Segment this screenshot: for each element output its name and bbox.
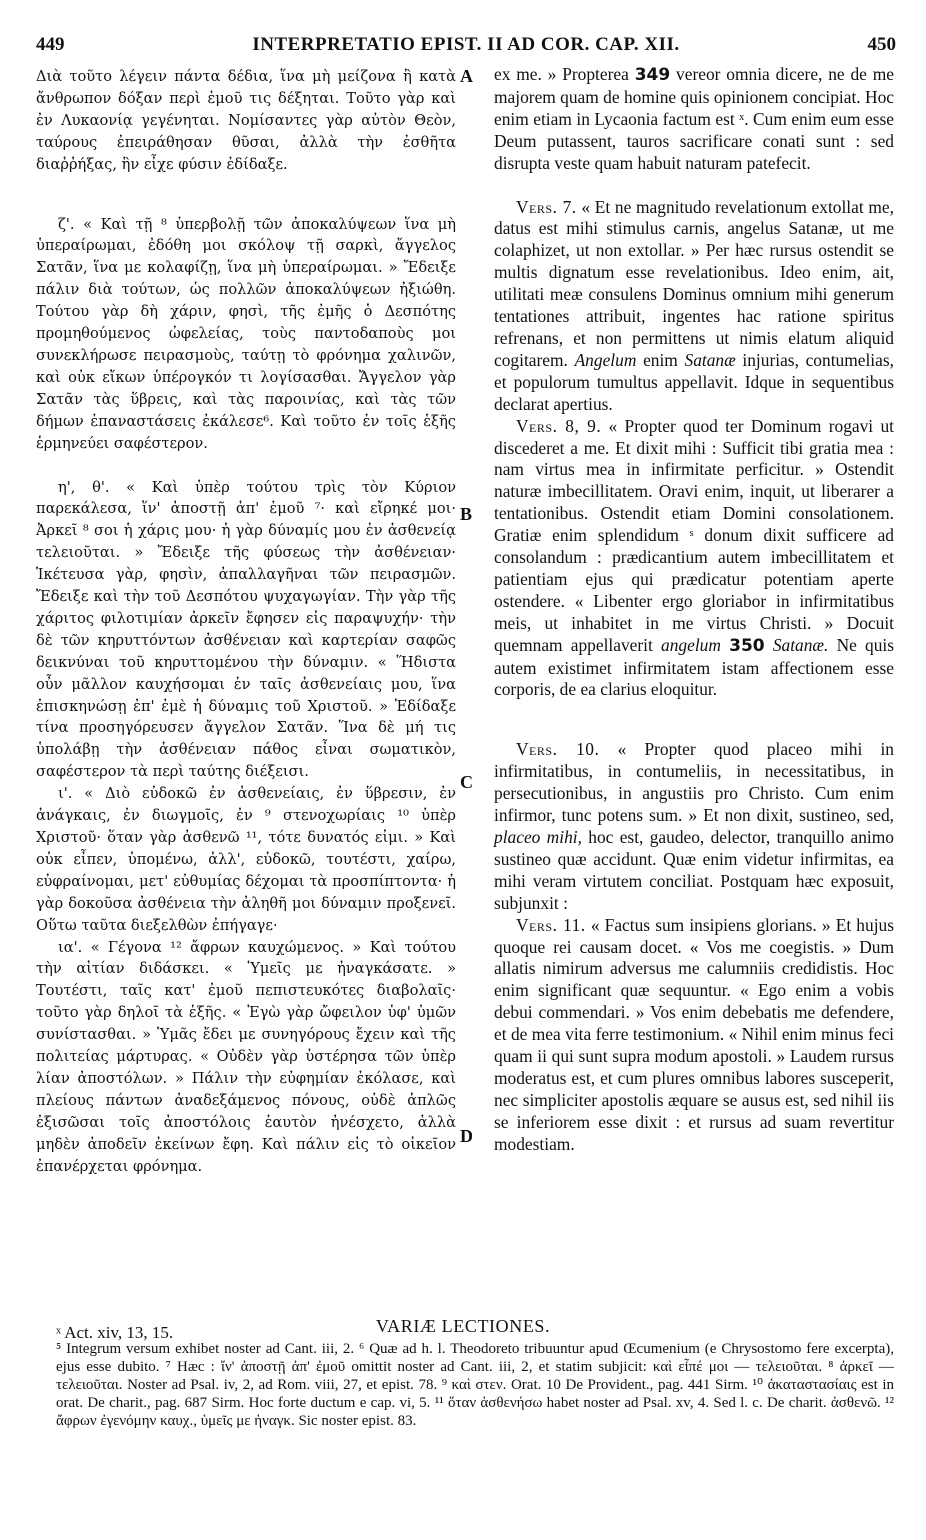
latin-paragraph-5: Vers. 11. « Factus sum insipiens glorians. » Et hujus quoque rei causam docet. « Vos me coegistis. » Dum allatis nimirum adversus me calumniis credidistis. Hoc enim significant quæ sequuntur. « Ego enim a vobis debui commendari. » Vos enim debebatis me defendere, et de mea vita ferre testimonium. « Nihil enim minus feci quam ii qui sunt supra modum apostoli. » Laudem rursus moderatus est, et cum plures omnibus labores susceperit, nec simpliciter apostolis æquare se ausus est, sed nihil iis se inferiorem esse dixit : et rursus ad suam revertitur modestiam. [494,914,894,1154]
greek-paragraph-3: η', θ'. « Καὶ ὑπὲρ τούτου τρὶς τὸν Κύριον παρεκάλεσα, ἵν' ἀποστῇ ἀπ' ἐμοῦ ⁷· καὶ εἴρηκέ μοι· Ἀρκεῖ ⁸ σοι ἡ χάρις μου· ἡ γὰρ δύναμίς μου ἐν ἀσθενείᾳ τελειοῦται. » Ἔδειξε τῆς φύσεως τὴν ἀσθένειαν· Ἱκέτευσα γὰρ, φησὶν, ἀπαλλαγῆναι τῶν πειρασμῶν. Ἔδειξε καὶ τὴν τοῦ Δεσπότου ψυχαγωγίαν. Τὴν γὰρ τῆς χάριτος φιλοτιμίαν ἀρκεῖν ἔφησεν εἰς παραψυχήν· τὴν δὲ τῶν κηρυττόντων ἀσθένειαν καὶ καρτερίαν σαφῶς δεικνύναι τοῦ κηρυττομένου τὴν δύναμιν. « Ἥδιστα οὖν μᾶλλον καυχήσομαι ἐν ταῖς ἀσθενείαις μου, ἵνα ἐπισκηνώσῃ ἐπ' ἐμὲ ἡ δύναμις τοῦ Χριστοῦ. » Ἐδίδαξε τίνα προσηγόρευσεν ἄγγελον Σατᾶν. Ἵνα δὲ μή τις ὑπολάβῃ τὴν ἀσθένειαν πάθος εἶναι σωματικὸν, σαφέστερον τὰ περὶ ταύτης διέξεισι. [36,478,456,781]
variae-lectiones-heading: VARIÆ LECTIONES. [375,1316,551,1336]
latin-paragraph-3: Vers. 8, 9. « Propter quod ter Dominum rogavi ut discederet a me. Et dixit mihi : Sufficit tibi gratia mea : nam virtus mea in infirmitate perficitur. » Ostendit naturæ imbecillitatem. Oravi enim, inquit, ut liberarer a tentationibus. Ostendit etiam Domini consolationem. Gratiæ enim splendidum ˢ donum dixit sufficere ad consolandum : prædicantium autem imbecillitatem et patientiam ejus qui prædicatur potentiam aperte ostendere. « Libenter ergo gloriabor in infirmitatibus meis, ut inhabitet in me virtus Christi. » Docuit quemnam appellaverit angelum 350 Satanæ. Ne quis autem existimet infirmitatem istam affectionem esse corporis, de ea clarius eloquitur. [494,415,895,700]
verse-label-11: Vers. 11. [516,914,586,935]
verse-label-10: Vers. 10. [516,739,600,760]
variae-lectiones-notes [56,1341,894,1431]
margin-letter-d: D [460,1126,473,1146]
greek-paragraph-5: ια'. « Γέγονα ¹² ἄφρων καυχώμενος. » Καὶ τούτου τὴν αἰτίαν διδάσκει. « Ὑμεῖς με ἠναγκάσατε. » Τουτέστι, ταῖς κατ' ἐμοῦ πεπιστευκότες διαβολαῖς· τοῦτο γὰρ δηλοῖ τὰ ἑξῆς. « Ἐγὼ γὰρ ὤφειλον ὑφ' ὑμῶν συνίστασθαι. » Ὑμᾶς ἔδει με συνηγόρους ἔχειν καὶ τῆς πολιτείας μάρτυρας. « Οὐδὲν γὰρ ὑστέρησα τῶν ὑπὲρ λίαν ἀποστόλων. » Πάλιν τὴν εὐφημίαν ἐκόλασε, καὶ πλείους πάντων ἀναδεξάμενος πόνους, οὐδὲ ἁπλῶς ἐξισῶσαι τοῖς ἀποστόλοις ἑαυτὸν ἠνέσχετο, ἀλλὰ μηδὲν ἀποδεῖν ἐκείνων ἔφη. Καὶ πάλιν εἰς τὸ οἰκεῖον ἐπανέρχεται φρόνημα. [36,938,456,1175]
latin-paragraph-1: ex me. » Propterea 349 vereor omnia dicere, ne de me majorem quam de homine quis opinionem concipiat. Hoc enim etiam in Lycaonia factum est ˣ. Cum enim eum esse Deum putassent, tauros sacrificare conati sunt : sed disrupta veste quam habuit naturam patefecit. [494,64,894,173]
margin-letter-c: C [460,772,473,792]
marginal-number-350: 350 [729,635,765,656]
running-title: INTERPRETATIO EPIST. II AD COR. CAP. XII. [252,34,680,55]
bottom-reference-note: ˣ Act. xiv, 13, 15. [56,1323,174,1342]
verse-label-7: Vers. 7. [516,196,577,217]
marginal-number-349: 349 [634,65,671,85]
page-header [36,34,896,60]
page-number-right: 450 [867,34,896,55]
greek-paragraph-2: ζ'. « Καὶ τῇ ⁸ ὑπερβολῇ τῶν ἀποκαλύψεων ἵνα μὴ ὑπεραίρωμαι, ἐδόθη μοι σκόλοψ τῇ σαρκὶ, ἄγγελος Σατᾶν, ἵνα με κολαφίζῃ, ἵνα μὴ ὑπεραίρωμαι. » Ἔδειξε πάλιν διὰ τούτων, ὡς πολλῶν ἀποκαλύψεων ἠξιώθη. Τούτου γὰρ δὴ χάριν, φησὶ, τῆς ἐμῆς ὁ Δεσπότης προμηθούμενος ὠφελείας, τοὺς παντοδαποὺς μοι συνεκλήρωσε πειρασμοὺς, ταύτῃ τὸ φρόνημα χαλινῶν, καὶ οὐκ εἴκων ὑπέρογκόν τι λογίσασθαι. Ἄγγελον γὰρ Σατᾶν τὰς ὕβρεις, καὶ τὰς παροινίας, καὶ τὰς τῶν δήμων ἐπαναστάσεις ἐκάλεσε⁶. Καὶ τοῦτο ἐν τοῖς ἑξῆς ἑρμηνεύει σαφέστερον. [36,215,456,452]
greek-paragraph-1: Διὰ τοῦτο λέγειν πάντα δέδια, ἵνα μὴ μείζονα ἢ κατὰ ἄνθρωπον δόξαν περὶ ἐμοῦ τις δέξηται. Τοῦτο γὰρ καὶ ἐν Λυκαονίᾳ γεγένηται. Νομίσαντες γὰρ αὐτὸν Θεὸν, ταύρους ἐπειράθησαν θῦσαι, ἀλλὰ τὴν ἐσθῆτα διαῤῥήξας, ἣν εἶχε φύσιν ἐδίδαξε. [36,68,456,173]
variae-lectiones-text: ⁵ Integrum versum exhibet noster ad Cant. iii, 2. ⁶ Quæ ad h. l. Theodoreto tribuuntur apud Œcumenium (e Chrysostomo fere excerpta), ejus esse dubito. ⁷ Hæc : ἵν' ἀποστῇ ἀπ' ἐμοῦ omittit noster ad Cant. iii, 2, et statim subjicit: καὶ εἶπέ μοι — τελειοῦται. ⁸ ἀρκεῖ — τελειοῦται. Noster ad Psal. iv, 2, ad Rom. viii, 27, et epist. 78. ⁹ καὶ στεν. Orat. 10 De Provident., pag. 441 Sirm. ¹⁰ ἀκαταστασίαις est in orat. De charit., pag. 687 Sirm. Hoc forte ductum e cap. vi, 5. ¹¹ ὅταν ἀσθενήσω habet noster ad Psal. xv, 4. Sed l. c. De charit. ἀσθενῶ. ¹² ἄφρων ἐγενόμην καυχ., ὑμεῖς με ἠναγκ. Sic noster epist. 83. [56,1341,894,1429]
verse-label-8-9: Vers. 8, 9. [516,415,602,436]
page-number-left: 449 [36,34,65,55]
latin-paragraph-2: Vers. 7. « Et ne magnitudo revelationum extollat me, datus est mihi stimulus carnis, angelus Satanæ, ut me colaphizet, ut non extollar. » Per hæc rursus ostendit se multis dignatum esse revelationibus. Ideo enim, ait, utilitati meæ consulens Dominus omnium mihi generum tentationes attribuit, ingentes hac ratione spiritus refrenans, et non permittens ut nimis elatum aliquid cogitarem. Angelum enim Satanæ injurias, contumelias, et populorum tumultus appellavit. Idque in sequentibus declarat apertius. [494,196,894,414]
latin-column [494,64,894,1156]
latin-paragraph-4: Vers. 10. « Propter quod placeo mihi in infirmitatibus, in contumeliis, in necessitatibus, in persecutionibus, in angustiis pro Christo. Cum enim infirmor, tunc potens sum. » Et non dixit, sustineo, sed, placeo mihi, hoc est, gaudeo, delector, tranquillo animo sustineo quæ accidunt. Quæ enim videtur infirmitas, ea mihi veram virtutem conciliat. Postquam hæc exposuit, subjunxit : [494,739,894,913]
greek-column [36,66,456,1178]
greek-paragraph-4: ι'. « Διὸ εὐδοκῶ ἐν ἀσθενείαις, ἐν ὕβρεσιν, ἐν ἀνάγκαις, ἐν διωγμοῖς, ἐν ⁹ στενοχωρίαις ¹⁰ ὑπὲρ Χριστοῦ· ὅταν γὰρ ἀσθενῶ ¹¹, τότε δυνατός εἰμι. » Καὶ οὐκ εἶπεν, ὑπομένω, ἀλλ', εὐδοκῶ, τουτέστι, χαίρω, εὐφραίνομαι, μετ' εὐθυμίας δέχομαι τὰ προσπίπτοντα· ἡ γὰρ δοκοῦσα ἀσθένεια τὴν ἀληθῆ μοι δύναμιν προξενεῖ. Οὕτω ταῦτα διεξελθὼν ἐπήγαγε· [36,785,456,934]
margin-letter-b: B [460,504,473,524]
margin-letter-a: A [460,66,473,86]
